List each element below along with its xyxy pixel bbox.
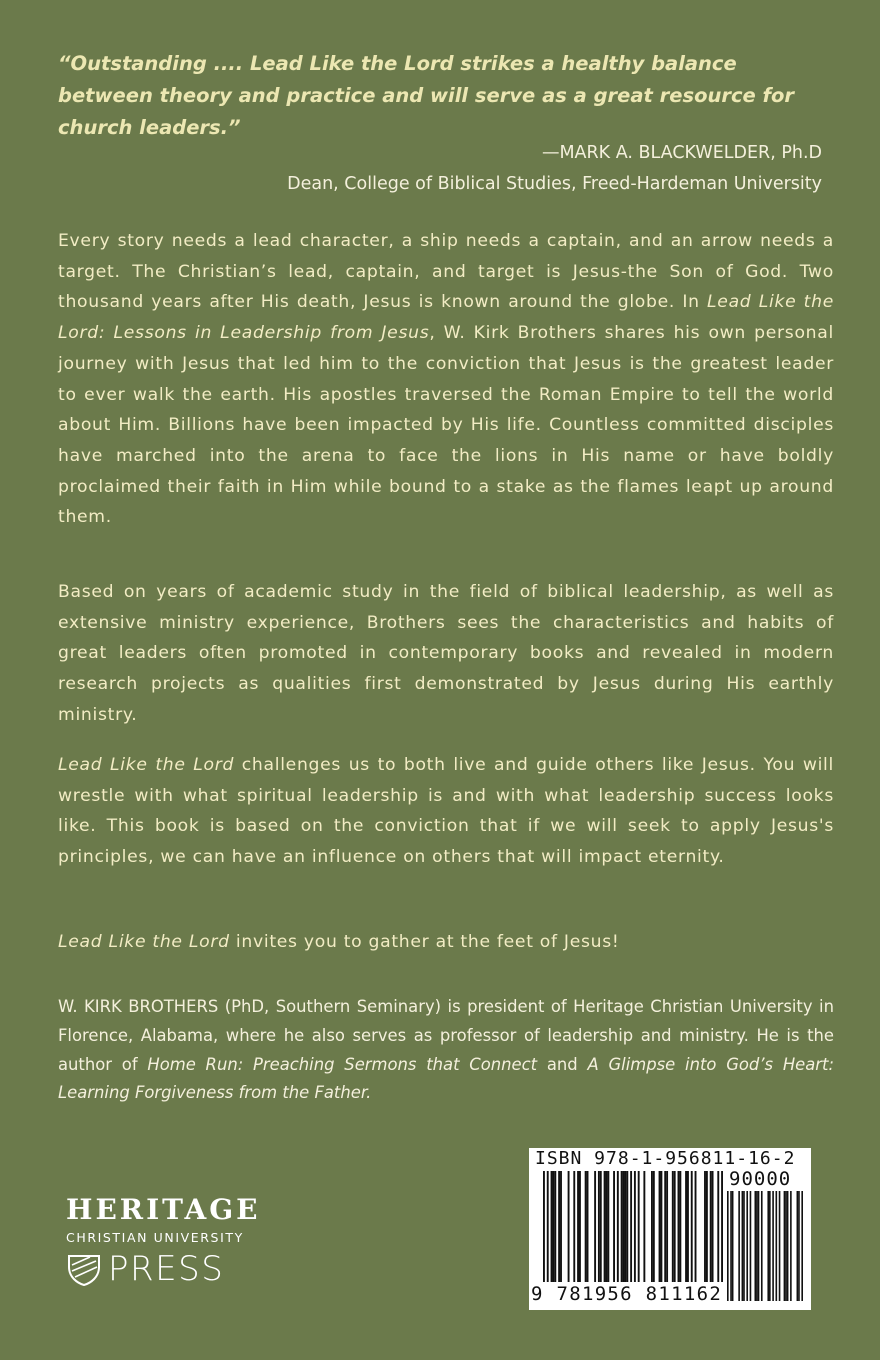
- barcode-bar: [767, 1191, 769, 1301]
- barcode-bar: [685, 1171, 687, 1283]
- book-title: Lead Like the Lord: Lessons in Leadership from Jesus: [58, 292, 834, 344]
- barcode-bar: [742, 1191, 744, 1301]
- barcode-bar: [651, 1171, 653, 1283]
- paragraph-text: challenges us to both live and guide others like Jesus. You will wrestle with what spiritual leadership is and with what leadership success looks like. This book is based on the conviction that if we will seek to apply Jesus's principles, we can have an influence on others that will impact eternity.: [58, 755, 834, 868]
- description-paragraph-4: [58, 927, 834, 958]
- barcode-bar: [598, 1171, 600, 1283]
- barcode-bar: [551, 1171, 553, 1283]
- barcode-bar: [558, 1171, 560, 1283]
- price-code: 90000: [729, 1168, 792, 1190]
- barcode-bar: [606, 1171, 608, 1283]
- barcode-bar: [746, 1191, 748, 1301]
- barcode-bar: [607, 1171, 609, 1283]
- barcode-bar: [626, 1171, 628, 1283]
- barcode-bar: [579, 1171, 581, 1283]
- barcode-bar: [600, 1171, 602, 1283]
- barcode-bar: [687, 1171, 689, 1283]
- barcode-bar: [756, 1191, 758, 1301]
- barcode-bar: [758, 1191, 760, 1301]
- logo-christian-university: CHRISTIAN UNIVERSITY: [66, 1230, 244, 1245]
- barcode-bar: [776, 1191, 778, 1301]
- barcode-bar: [730, 1191, 732, 1301]
- barcode-bar: [790, 1191, 792, 1301]
- barcode-bar: [769, 1191, 771, 1301]
- barcode-bar: [672, 1171, 674, 1283]
- book-title: Lead Like the Lord: [58, 755, 235, 775]
- barcode-bar: [624, 1171, 626, 1283]
- publisher-logo: [66, 1193, 286, 1289]
- bio-text: W. KIRK BROTHERS (PhD, Southern Seminary) is president of Heritage Christian University in Florence, Alabama, where he also serves as professor of leadership and ministry. He is the author of: [58, 997, 834, 1074]
- barcode-bar: [623, 1171, 625, 1283]
- isbn-barcode: [529, 1148, 811, 1310]
- barcode-bar: [560, 1171, 562, 1283]
- endorsement-quote: “Outstanding .... Lead Like the Lord strikes a healthy balance between theory and practice and will serve as a great resource for church leaders.”: [58, 52, 795, 139]
- description-paragraph-2: Based on years of academic study in the field of biblical leadership, as well as extensive ministry experience, Brothers sees the characteristics and habits of great leaders often promoted in contemporary books and revealed in modern research projects as qualities first demonstrated by Jesus during His earthly ministry.: [58, 582, 834, 725]
- endorsement-attribution: [287, 138, 822, 200]
- barcode-bar: [554, 1171, 556, 1283]
- description-paragraph-3: [58, 750, 834, 873]
- barcode-bar: [666, 1171, 668, 1283]
- barcode-bar: [659, 1171, 661, 1283]
- logo-heritage: HERITAGE: [66, 1193, 261, 1226]
- barcode-digits: 9 781956 811162: [531, 1283, 723, 1305]
- description-paragraph-1: [58, 226, 834, 533]
- book-title: A Glimpse into God’s Heart: Learning Forgiveness from the Father.: [58, 1054, 834, 1103]
- barcode-bar: [613, 1171, 615, 1283]
- barcode-bar: [732, 1191, 734, 1301]
- logo-press-row: [66, 1249, 286, 1289]
- barcode-bar: [674, 1171, 676, 1283]
- book-title: Home Run: Preaching Sermons that Connect: [147, 1054, 538, 1074]
- paragraph-text: Every story needs a lead character, a ship needs a captain, and an arrow needs a target. The Christian’s lead, captain, and target is Jesus-the Son of God. Two thousand years after His death, Jesus is known around the globe. In: [58, 231, 834, 313]
- barcode-bar: [727, 1191, 729, 1301]
- addon-barcode: [727, 1191, 803, 1303]
- barcode-bar: [797, 1191, 799, 1301]
- endorser-title: Dean, College of Biblical Studies, Freed-Hardeman University: [287, 174, 822, 194]
- barcode-bar: [604, 1171, 606, 1283]
- barcode-bar: [772, 1191, 774, 1301]
- barcode-bar: [704, 1171, 706, 1283]
- barcode-bar: [638, 1171, 640, 1283]
- barcode-bar: [679, 1171, 681, 1283]
- bio-text: and: [537, 1054, 588, 1074]
- barcode-bar: [568, 1171, 570, 1283]
- barcode-bar: [787, 1191, 789, 1301]
- author-bio: [58, 993, 834, 1108]
- barcode-bar: [617, 1171, 619, 1283]
- barcode-bar: [798, 1191, 800, 1301]
- barcode-bar: [653, 1171, 655, 1283]
- barcode-bar: [785, 1191, 787, 1301]
- logo-press: PRESS: [108, 1249, 225, 1289]
- barcode-bar: [710, 1171, 712, 1283]
- barcode-bar: [664, 1171, 666, 1283]
- barcode-bar: [695, 1171, 697, 1283]
- barcode-bar: [706, 1171, 708, 1283]
- paragraph-text: , W. Kirk Brothers shares his own personal journey with Jesus that led him to the conviction that Jesus is the greatest leader to ever walk the earth. His apostles traversed the Roman Empire to tell the world about Him. Billions have been impacted by His life. Countless committed disciples have marched into the arena to face the lions in His name or have boldly proclaimed their faith in Him while bound to a stake as the flames leapt up around them.: [58, 323, 834, 528]
- barcode-bar: [784, 1191, 786, 1301]
- barcode-bar: [761, 1191, 763, 1301]
- shield-icon: [66, 1251, 102, 1287]
- isbn-label: ISBN 978-1-956811-16-2: [535, 1148, 796, 1169]
- barcode-bar: [577, 1171, 579, 1283]
- barcode-bar: [678, 1171, 680, 1283]
- barcode-bar: [552, 1171, 554, 1283]
- barcode-bar: [738, 1191, 740, 1301]
- barcode-bar: [750, 1191, 752, 1301]
- barcode-bar: [660, 1171, 662, 1283]
- barcode-bar: [691, 1171, 693, 1283]
- barcode-bar: [585, 1171, 587, 1283]
- barcode-bar: [573, 1171, 575, 1283]
- barcode-bar: [779, 1191, 781, 1301]
- barcode-bar: [594, 1171, 596, 1283]
- paragraph-text: invites you to gather at the feet of Jesus!: [229, 932, 620, 952]
- barcode-bar: [743, 1191, 745, 1301]
- barcode-bar: [621, 1171, 623, 1283]
- barcode-bar: [587, 1171, 589, 1283]
- barcode-bar: [712, 1171, 714, 1283]
- barcode-bar: [643, 1171, 645, 1283]
- book-title: Lead Like the Lord: [58, 932, 230, 952]
- endorser-name: —MARK A. BLACKWELDER, Ph.D: [541, 143, 822, 163]
- barcode-bar: [754, 1191, 756, 1301]
- barcode-bar: [801, 1191, 803, 1301]
